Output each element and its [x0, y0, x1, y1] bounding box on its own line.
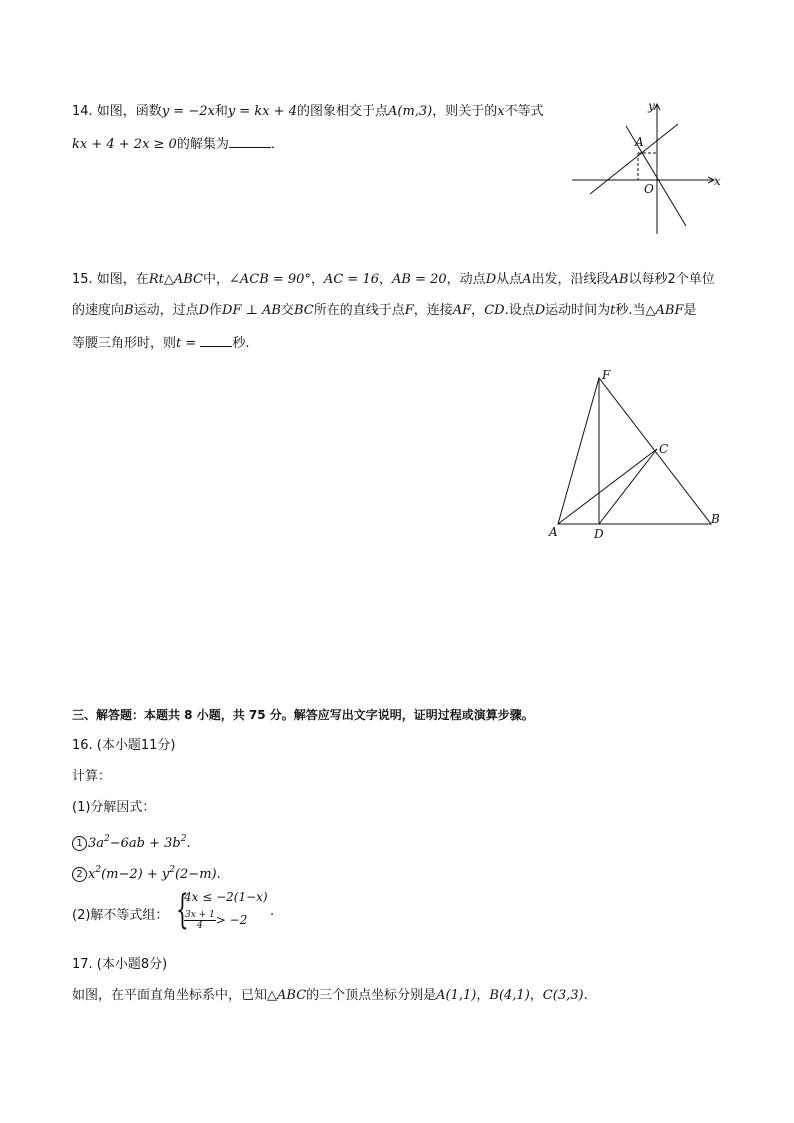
fraction: $\frac{3x + 1}{4}$ — [185, 910, 215, 931]
label-f: F — [602, 368, 611, 382]
q15-line2: 的速度向B运动，过点D作DF ⊥ AB交BC所在的直线于点F，连接AF，CD.设点D运动时间为t秒.当△ABF是 — [72, 303, 697, 318]
line-kx-plus-4 — [590, 124, 678, 194]
q16-title: 16. (本小题11分) — [72, 738, 176, 753]
label-d: D — [594, 527, 604, 541]
left-brace: { — [176, 887, 189, 933]
q16-item1: 1 $3a^2-6ab + 3b^2$. — [72, 829, 191, 854]
label-b: B — [711, 512, 720, 526]
q17-title: 17. (本小题8分) — [72, 957, 168, 972]
section3-heading: 三、解答题：本题共 8 小题，共 75 分。解答应写出文字说明，证明过程或演算步骤。 — [72, 708, 534, 722]
q15-figure — [545, 366, 730, 544]
q16-calc: 计算： — [72, 769, 112, 784]
q15-line3: 等腰三角形时，则t = 秒. — [72, 332, 250, 354]
label-o: O — [644, 182, 654, 196]
label-a: A — [549, 525, 558, 539]
q14-line2: kx + 4 + 2x ≥ 0的解集为 ． — [72, 133, 284, 155]
q16-item2: 2 $x^2(m-2) + y^2(2-m)$. — [72, 860, 221, 885]
triangle-afb — [558, 378, 711, 524]
label-y: y — [648, 99, 655, 113]
answer-blank — [229, 133, 271, 148]
circled-number-2: 2 — [72, 867, 87, 882]
circled-number-1: 1 — [72, 836, 87, 851]
answer-blank — [200, 332, 232, 347]
q16-part1: (1)分解因式： — [72, 800, 156, 815]
q15-line1: 15. 如图，在Rt△ABC中，∠ACB = 90°，AC = 16，AB = 20，动点D从点A出发，沿线段AB以每秒2个单位 — [72, 272, 715, 287]
system-row-2: $\frac{3x + 1}{4}$ > −2 — [185, 910, 248, 931]
label-c: C — [659, 442, 669, 456]
q14-line1: 14. 如图，函数y = −2x和y = kx + 4的图象相交于点A(m,3)，则关于的x不等式 — [72, 104, 544, 119]
label-x: x — [714, 174, 721, 188]
q17-line: 如图，在平面直角坐标系中，已知△ABC的三个顶点坐标分别是A(1,1)，B(4,1)，C(3,3). — [72, 988, 588, 1003]
label-a: A — [635, 135, 644, 149]
q14-figure — [568, 96, 724, 238]
system-row-1: 4x ≤ −2(1−x) — [184, 890, 268, 904]
